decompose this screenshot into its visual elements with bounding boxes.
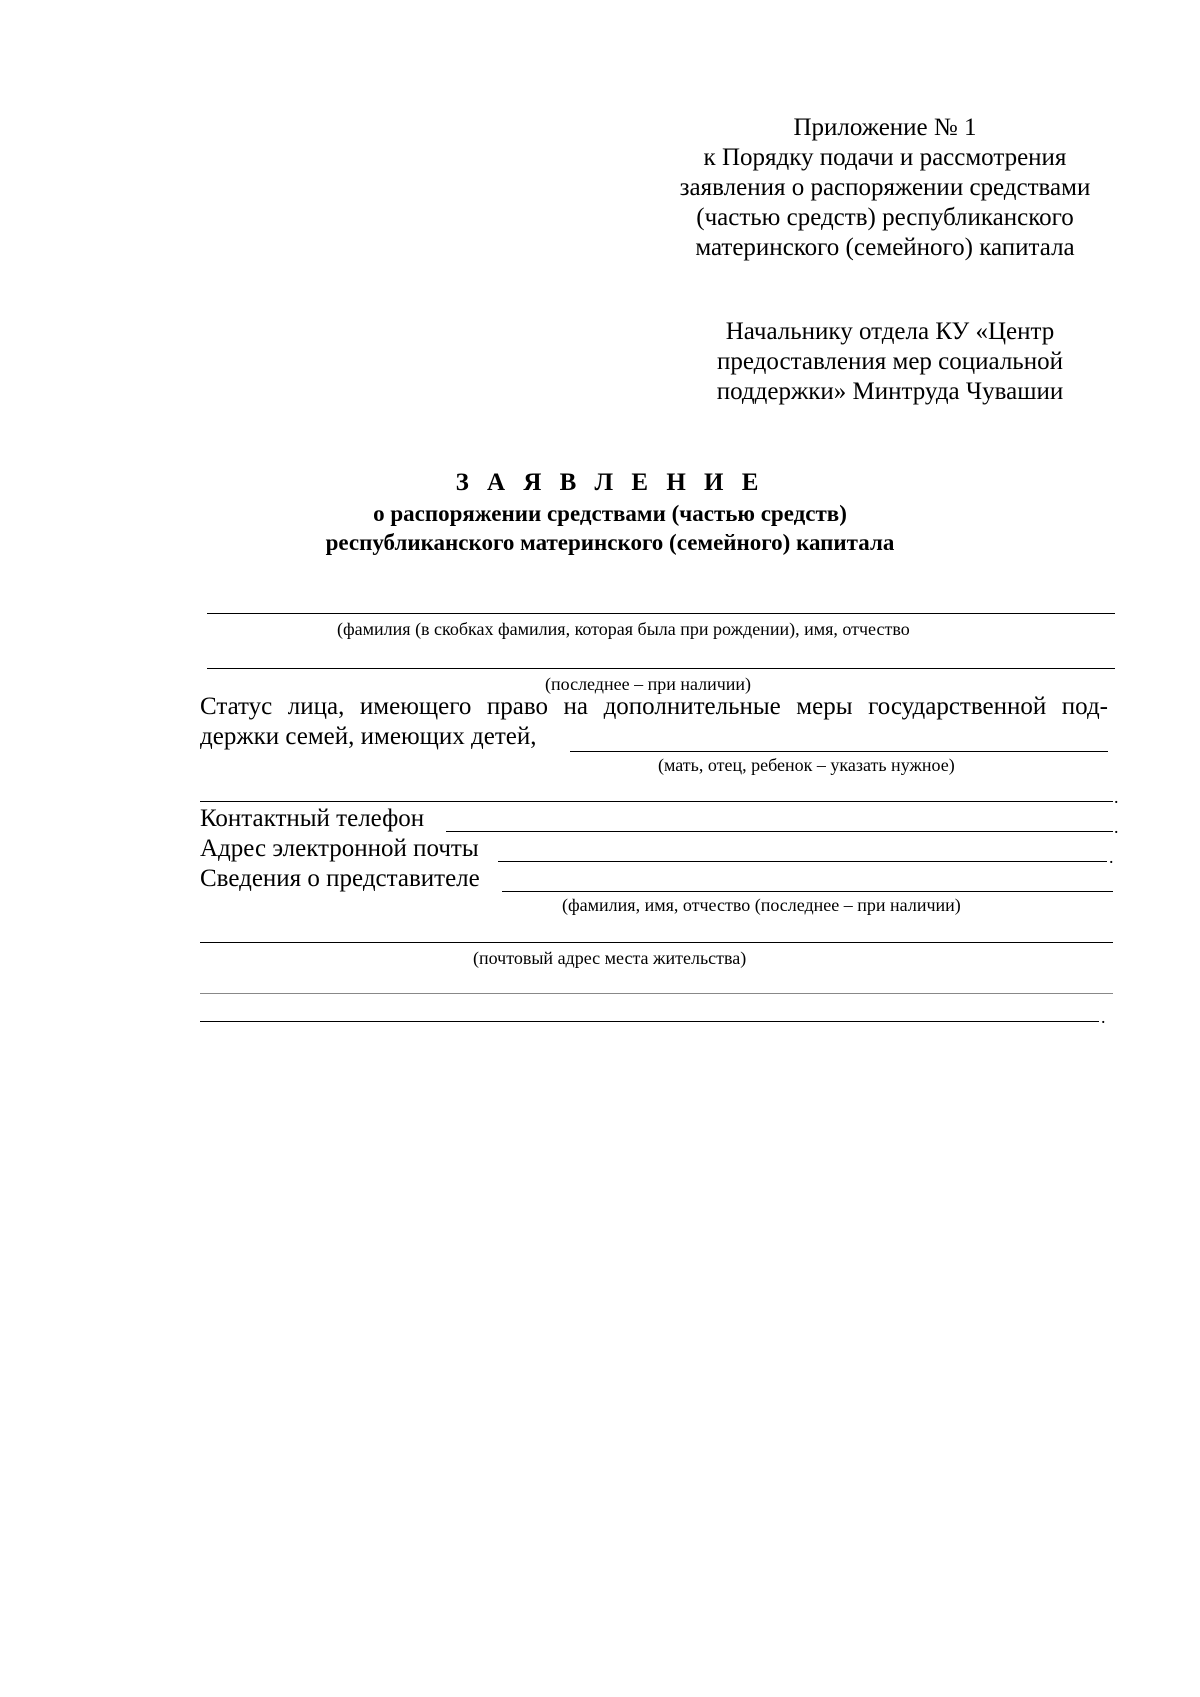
- addressee-line: предоставления мер социальной: [717, 348, 1063, 375]
- representative-field-line[interactable]: [502, 891, 1113, 892]
- appendix-line: материнского (семейного) капитала: [695, 234, 1075, 261]
- address-field-line-2[interactable]: [200, 1021, 1099, 1022]
- appendix-line: Приложение № 1: [793, 114, 977, 141]
- status-caption: (мать, отец, ребенок – указать нужное): [658, 755, 955, 775]
- email-period: .: [1109, 847, 1114, 867]
- full-name-caption-2: (последнее – при наличии): [545, 674, 752, 694]
- appendix-line: к Порядку подачи и рассмотрения: [703, 144, 1067, 171]
- title-subtitle-line: республиканского материнского (семейного) капитала: [325, 530, 895, 555]
- representative-label: Сведения о представителе: [200, 865, 480, 892]
- appendix-line: (частью средств) республиканского: [696, 204, 1074, 231]
- phone-label: Контактный телефон: [200, 805, 425, 832]
- email-label: Адрес электронной почты: [200, 835, 479, 862]
- addressee-line: поддержки» Минтруда Чувашии: [716, 378, 1064, 405]
- status-extra-period: .: [1114, 787, 1119, 807]
- title-main: З А Я В Л Е Н И Е: [455, 469, 765, 496]
- appendix-line: заявления о распоряжении средствами: [679, 174, 1091, 201]
- phone-field-line[interactable]: [446, 831, 1113, 832]
- phone-period: .: [1114, 817, 1119, 837]
- status-text-line-1: Статус лица, имеющего право на дополнительные меры государственной под-: [200, 693, 1108, 720]
- email-field-line[interactable]: [498, 861, 1107, 862]
- address-period: .: [1101, 1007, 1106, 1027]
- status-extra-field-line[interactable]: [200, 801, 1113, 802]
- addressee-block: [690, 317, 1090, 407]
- title-subtitle-line: о распоряжении средствами (частью средств): [373, 501, 847, 526]
- document-title: [200, 467, 1020, 557]
- appendix-header: [650, 113, 1120, 263]
- status-text-line-2: держки семей, имеющих детей,: [200, 723, 537, 750]
- representative-name-field-line[interactable]: [200, 942, 1113, 943]
- status-field-line[interactable]: [570, 751, 1108, 752]
- address-field-line-1[interactable]: [200, 993, 1113, 994]
- full-name-field-line-1[interactable]: [207, 613, 1115, 614]
- full-name-caption: (фамилия (в скобках фамилия, которая была при рождении), имя, отчество: [337, 619, 910, 639]
- representative-caption: (фамилия, имя, отчество (последнее – при наличии): [562, 895, 961, 915]
- addressee-line: Начальнику отдела КУ «Центр: [725, 318, 1055, 345]
- address-caption: (почтовый адрес места жительства): [473, 948, 747, 968]
- full-name-field-line-2[interactable]: [207, 668, 1115, 669]
